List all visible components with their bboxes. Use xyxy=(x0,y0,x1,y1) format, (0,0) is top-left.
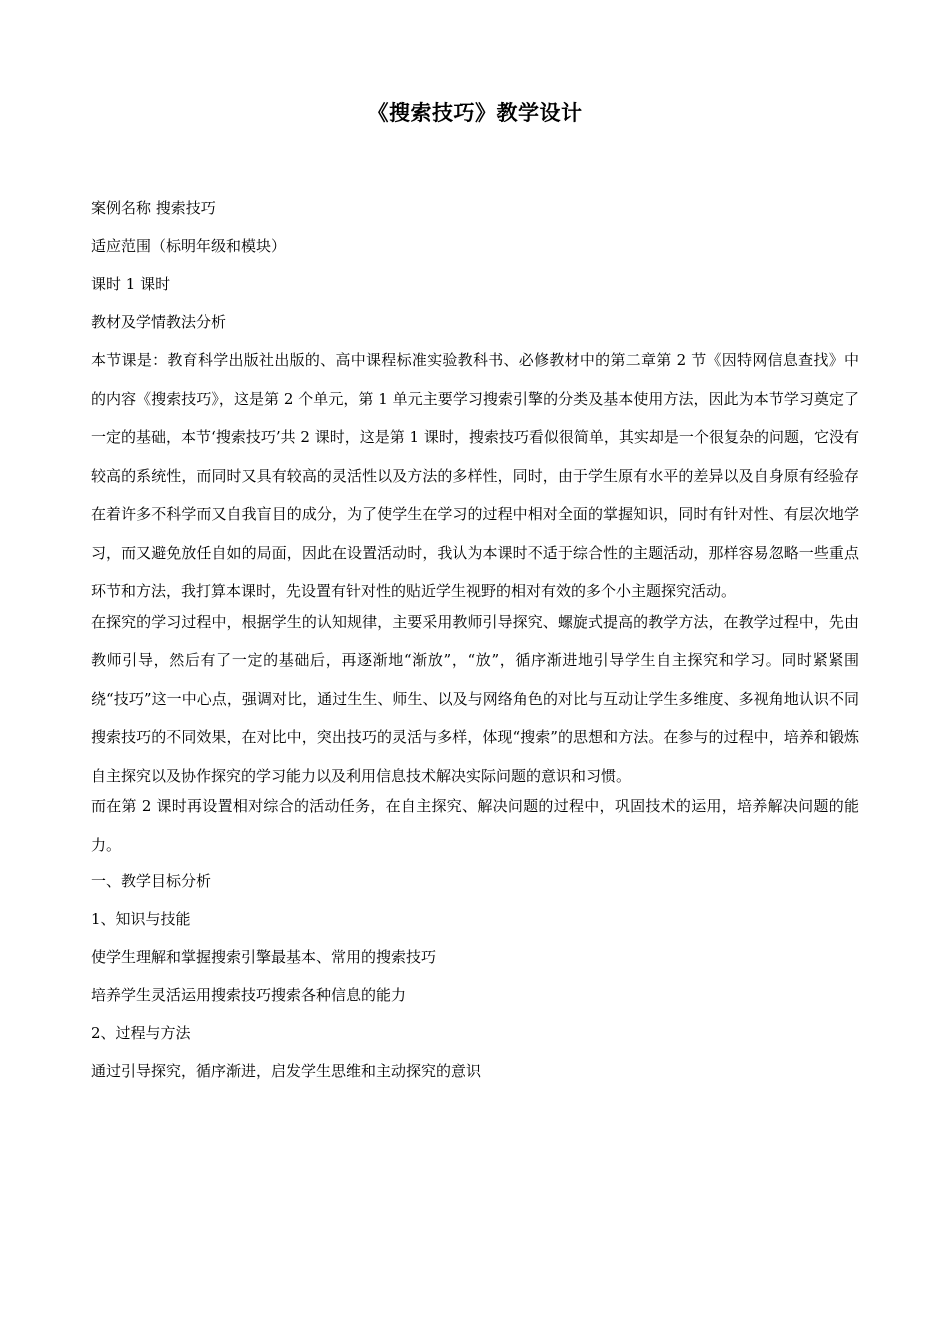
goal-item: 培养学生灵活运用搜索技巧搜索各种信息的能力 xyxy=(91,986,407,1004)
case-name-line: 案例名称 搜索技巧 xyxy=(91,199,216,217)
goal-item: 通过引导探究，循序渐进，启发学生思维和主动探究的意识 xyxy=(91,1062,482,1080)
goal-item: 使学生理解和掌握搜索引擎最基本、常用的搜索技巧 xyxy=(91,948,437,966)
section-heading-objectives: 一、教学目标分析 xyxy=(91,872,212,890)
subsection-knowledge-skills: 1、知识与技能 xyxy=(91,910,191,928)
analysis-heading: 教材及学情教法分析 xyxy=(91,313,227,331)
paragraph-1: 本节课是：教育科学出版社出版的、高中课程标准实验教科书、必修教材中的第二章第 2 节《因特网信息查找》中的内容《搜索技巧》，这是第 2 个单元，第 1 单元主要学习搜索引擎的分类及基本使用方法，因此为本节学习奠定了一定的基础，本节‘搜索技巧’共 2 课时，这是第 1 课时，搜索技巧看似很简单，其实却是一个很复杂的问题，它没有较高的系统性，而同时又具有较高的灵活性以及方法的多样性，同时，由于学生原有水平的差异以及自身原有经验存在着许多不科学而又自我盲目的成分，为了使学生在学习的过程中相对全面的掌握知识，同时有针对性、有层次地学习，而又避免放任自如的局面，因此在设置活动时，我认为本课时不适于综合性的主题活动，那样容易忽略一些重点环节和方法，我打算本课时，先设置有针对性的贴近学生视野的相对有效的多个小主题探究活动。 xyxy=(91,351,859,600)
document-body xyxy=(91,197,859,1098)
paragraph-2: 在探究的学习过程中，根据学生的认知规律，主要采用教师引导探究、螺旋式提高的教学方法，在教学过程中，先由教师引导，然后有了一定的基础后，再逐渐地“渐放”，“放”，循序渐进地引导学生自主探究和学习。同时紧紧围绕“技巧”这一中心点，强调对比，通过生生、师生、以及与网络角色的对比与互动让学生多维度、多视角地认识不同搜索技巧的不同效果，在对比中，突出技巧的灵活与多样，体现“搜索”的思想和方法。在参与的过程中，培养和锻炼自主探究以及协作探究的学习能力以及利用信息技术解决实际问题的意识和习惯。 xyxy=(91,612,859,785)
document-title: 《搜索技巧》教学设计 xyxy=(367,100,583,125)
paragraph-3: 而在第 2 课时再设置相对综合的活动任务，在自主探究、解决问题的过程中，巩固技术的运用，培养解决问题的能力。 xyxy=(91,797,859,854)
scope-line: 适应范围（标明年级和模块） xyxy=(91,237,287,255)
hours-line: 课时 1 课时 xyxy=(91,275,171,293)
subsection-process-method: 2、过程与方法 xyxy=(91,1024,191,1042)
